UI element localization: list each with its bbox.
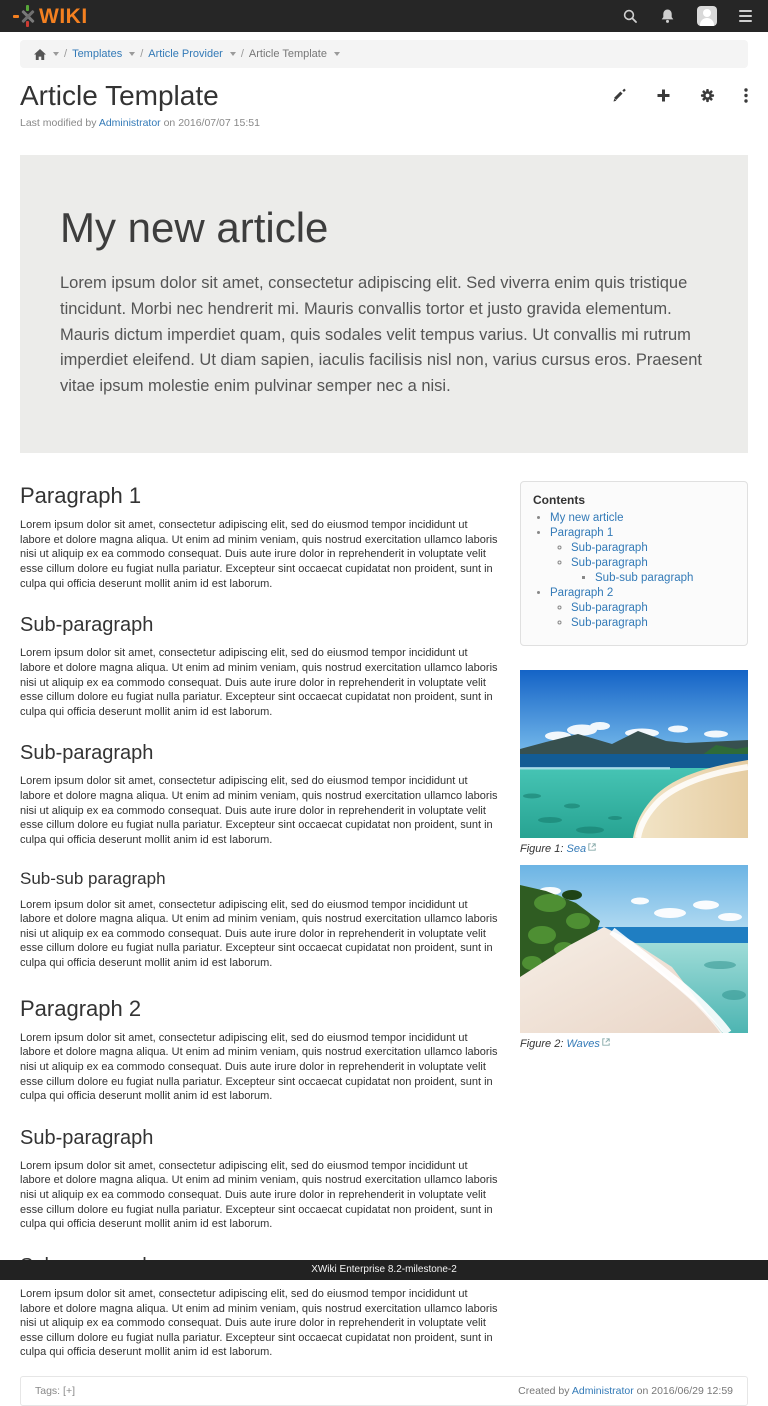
article-sidebar (520, 481, 748, 1050)
section-heading: Sub-paragraph (20, 614, 154, 637)
breadcrumb-caret-icon[interactable] (230, 52, 236, 56)
section-paragraph-2 (20, 996, 500, 1104)
toc-link-paragraph-2[interactable]: Paragraph 2 (550, 587, 614, 600)
created-info: Created by Administrator on 2016/06/29 12:59 (518, 1385, 733, 1398)
toc-link-sub-paragraph[interactable]: Sub-paragraph (571, 542, 648, 555)
external-link-icon (602, 1037, 610, 1049)
user-avatar[interactable] (697, 6, 717, 26)
section-sub-paragraph (20, 614, 500, 719)
table-of-contents (520, 481, 748, 646)
section-text: Lorem ipsum dolor sit amet, consectetur adipiscing elit, sed do eiusmod tempor incididunt ut labore et dolore magna aliqua. Ut enim ad minim veniam, quis nostrud exercitation ullamco laboris nisi ut aliquip ex ea commodo consequat. Duis aute irure dolor in reprehenderit in voluptate velit esse cillum dolore eu fugiat nulla pariatur. Excepteur sint occaecat cupidatat non proident, sunt in culpa qui officia deserunt mollit anim id est laborum. (20, 519, 498, 590)
figure-sea (520, 670, 748, 855)
toc-item (571, 557, 735, 584)
section-text: Lorem ipsum dolor sit amet, consectetur adipiscing elit, sed do eiusmod tempor incididunt ut labore et dolore magna aliqua. Ut enim ad minim veniam, quis nostrud exercitation ullamco laboris nisi ut aliquip ex ea commodo consequat. Duis aute irure dolor in reprehenderit in voluptate velit esse cillum dolore eu fugiat nulla pariatur. Excepteur sint occaecat cupidatat non proident, sunt in culpa qui officia deserunt mollit anim id est laborum. (20, 1031, 498, 1103)
toc-link-sub-paragraph[interactable]: Sub-paragraph (571, 602, 648, 615)
toc-item (571, 602, 735, 614)
version-text: XWiki Enterprise 8.2-milestone-2 (311, 1264, 457, 1275)
toc-item (571, 617, 735, 629)
created-by-user-link[interactable]: Administrator (571, 1385, 634, 1398)
top-navigation-bar (0, 0, 768, 32)
section-heading: Paragraph 1 (20, 483, 142, 509)
toc-item (550, 587, 735, 629)
section-text: Lorem ipsum dolor sit amet, consectetur adipiscing elit, sed do eiusmod tempor incididunt ut labore et dolore magna aliqua. Ut enim ad minim veniam, quis nostrud exercitation ullamco laboris nisi ut aliquip ex ea commodo consequat. Duis aute irure dolor in reprehenderit in voluptate velit esse cillum dolore eu fugiat nulla pariatur. Excepteur sint occaecat cupidatat non proident, sunt in culpa qui officia deserunt mollit anim id est laborum. (20, 1159, 498, 1231)
document-footer (20, 1376, 748, 1406)
article-body (20, 481, 500, 1360)
article-title: My new article (60, 204, 329, 252)
external-link-icon (588, 842, 596, 854)
figure-waves (520, 865, 748, 1050)
toc-item (550, 512, 735, 524)
section-text: Lorem ipsum dolor sit amet, consectetur adipiscing elit, sed do eiusmod tempor incididunt ut labore et dolore magna aliqua. Ut enim ad minim veniam, quis nostrud exercitation ullamco laboris nisi ut aliquip ex ea commodo consequat. Duis aute irure dolor in reprehenderit in voluptate velit esse cillum dolore eu fugiat nulla pariatur. Excepteur sint occaecat cupidatat non proident, sunt in culpa qui officia deserunt mollit anim id est laborum. (20, 647, 498, 718)
breadcrumb-item-article-template: Article Template (248, 48, 327, 60)
figure-caption: Figure 1: Sea (520, 842, 748, 855)
last-modified-info: Last modified by Administrator on 2016/07/07 15:51 (20, 117, 260, 130)
waves-link[interactable]: Waves (566, 1038, 600, 1051)
sea-photo-image[interactable] (520, 670, 748, 838)
toc-item (550, 527, 735, 584)
toc-link-sub-sub-paragraph[interactable]: Sub-sub paragraph (595, 572, 694, 585)
toc-link-sub-paragraph[interactable]: Sub-paragraph (571, 557, 648, 570)
figure-caption: Figure 2: Waves (520, 1037, 748, 1050)
section-sub-sub-paragraph (20, 869, 500, 971)
breadcrumb: / Templates / Article Provider / Article Template (20, 40, 748, 68)
drawer-menu-icon[interactable] (739, 10, 752, 22)
breadcrumb-caret-icon[interactable] (334, 52, 340, 56)
settings-gear-icon[interactable] (700, 88, 715, 103)
more-actions-kebab-icon[interactable] (744, 88, 748, 103)
article-lead-text: Lorem ipsum dolor sit amet, consectetur adipiscing elit. Sed viverra enim quis tristique tincidunt. Morbi nec hendrerit mi. Mauris convallis tortor et justo gravida elementum. Mauris dictum imperdiet quam, quis sodales velit tempus varius. Ut convallis mi rutrum imperdiet eleifend. Ut diam sapien, iaculis facilisis nisl non, varius cursus eros. Praesent vitae ipsum molestie enim pulvinar semper nec a nisi. (60, 274, 702, 395)
add-tag-button[interactable]: [+] (63, 1385, 75, 1398)
waves-photo-image[interactable] (520, 865, 748, 1033)
section-heading: Sub-sub paragraph (20, 868, 166, 888)
section-text: Lorem ipsum dolor sit amet, consectetur adipiscing elit, sed do eiusmod tempor incididunt ut labore et dolore magna aliqua. Ut enim ad minim veniam, quis nostrud exercitation ullamco laboris nisi ut aliquip ex ea commodo consequat. Duis aute irure dolor in reprehenderit in voluptate velit esse cillum dolore eu fugiat nulla pariatur. Excepteur sint occaecat cupidatat non proident, sunt in culpa qui officia deserunt mollit anim id est laborum. (20, 1287, 498, 1359)
toc-title: Contents (533, 493, 585, 508)
toc-link-sub-paragraph[interactable]: Sub-paragraph (571, 617, 648, 630)
toc-item (595, 572, 735, 584)
page-title: Article Template (20, 80, 219, 111)
xwiki-logo[interactable] (16, 4, 88, 28)
article-hero (20, 155, 748, 453)
section-heading: Paragraph 2 (20, 995, 142, 1021)
section-text: Lorem ipsum dolor sit amet, consectetur adipiscing elit, sed do eiusmod tempor incididunt ut labore et dolore magna aliqua. Ut enim ad minim veniam, quis nostrud exercitation ullamco laboris nisi ut aliquip ex ea commodo consequat. Duis aute irure dolor in reprehenderit in voluptate velit esse cillum dolore eu fugiat nulla pariatur. Excepteur sint occaecat cupidatat non proident, sunt in culpa qui officia deserunt mollit anim id est laborum. (20, 775, 498, 846)
breadcrumb-home-caret-icon[interactable] (53, 52, 59, 56)
toc-link-my-new-article[interactable]: My new article (550, 512, 624, 525)
section-sub-paragraph (20, 1127, 500, 1232)
tags-label: Tags: (35, 1385, 61, 1398)
breadcrumb-caret-icon[interactable] (129, 52, 135, 56)
edit-pencil-icon[interactable] (612, 88, 627, 103)
section-heading: Sub-paragraph (20, 742, 154, 765)
breadcrumb-item-article-provider[interactable]: Article Provider (148, 48, 223, 60)
xwiki-logo-text: WIKI (39, 4, 88, 28)
section-text: Lorem ipsum dolor sit amet, consectetur adipiscing elit, sed do eiusmod tempor incididunt ut labore et dolore magna aliqua. Ut enim ad minim veniam, quis nostrud exercitation ullamco laboris nisi ut aliquip ex ea commodo consequat. Duis aute irure dolor in reprehenderit in voluptate velit esse cillum dolore eu fugiat nulla pariatur. Excepteur sint occaecat cupidatat non proident, sunt in culpa qui officia deserunt mollit anim id est laborum. (20, 898, 498, 970)
section-sub-paragraph (20, 742, 500, 847)
toc-item (571, 542, 735, 554)
breadcrumb-item-templates[interactable]: Templates (72, 48, 123, 60)
section-paragraph-1 (20, 483, 500, 591)
breadcrumb-home-icon[interactable] (34, 49, 46, 60)
modified-by-user-link[interactable]: Administrator (98, 117, 161, 130)
xwiki-logo-x-icon (16, 4, 38, 28)
version-footer-bar (0, 1260, 768, 1280)
notifications-bell-icon[interactable] (660, 8, 675, 24)
search-icon[interactable] (622, 8, 638, 24)
toc-link-paragraph-1[interactable]: Paragraph 1 (550, 527, 614, 540)
sea-link[interactable]: Sea (566, 843, 587, 856)
section-heading: Sub-paragraph (20, 1126, 154, 1149)
create-plus-icon[interactable] (656, 88, 671, 103)
